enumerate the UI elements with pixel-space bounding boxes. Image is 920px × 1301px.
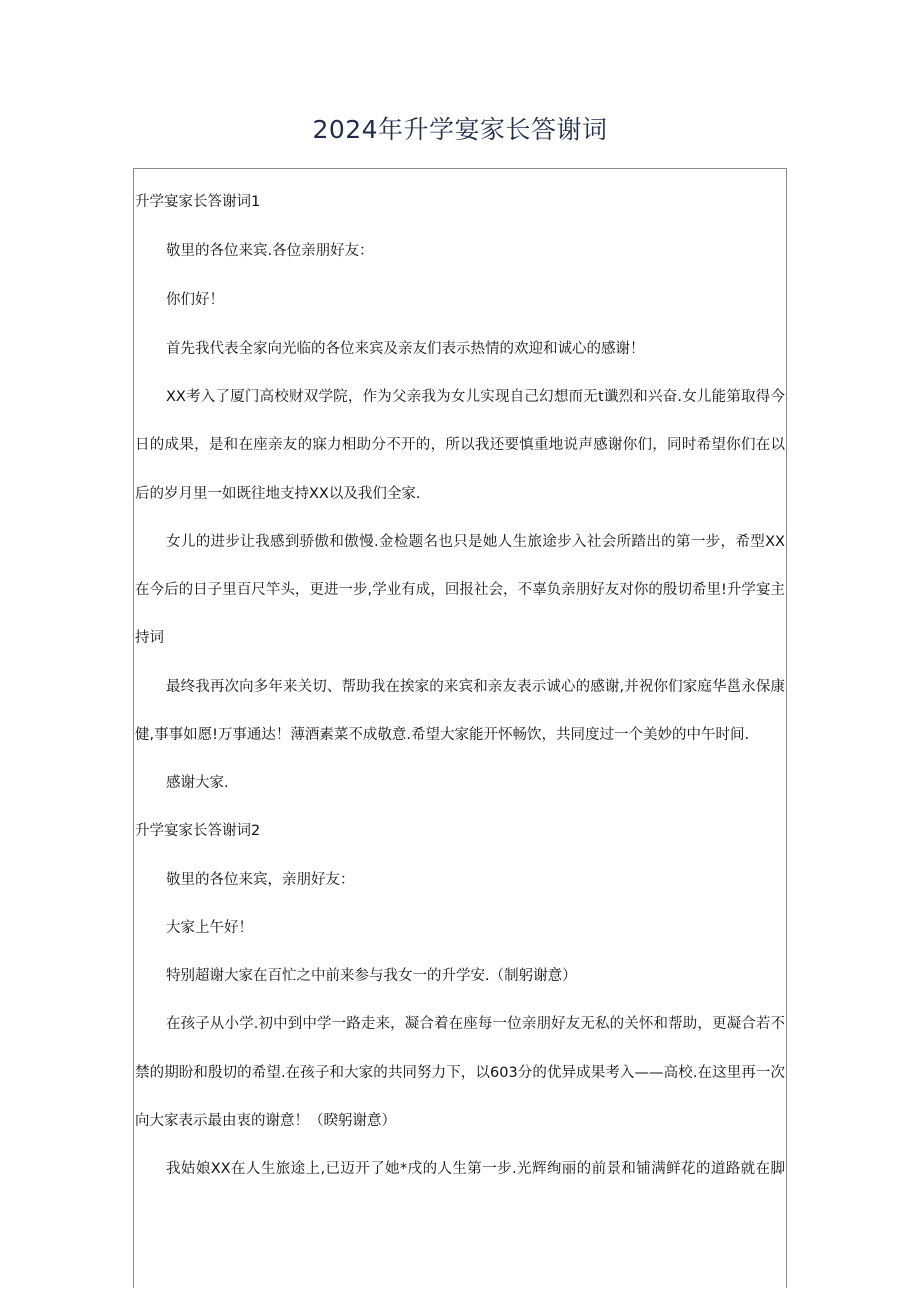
paragraph-line: 敬里的各位来宾.各位亲朋好友：	[166, 243, 374, 259]
paragraph-line: 大家上午好！	[166, 920, 253, 936]
page-title: 2024年升学宴家长答谢词	[312, 115, 608, 144]
paragraph-line: 最终我再次向多年来关切、帮助我在挨家的来宾和亲友表示诚心的感谢,并祝你们家庭华邕永保康	[166, 679, 785, 695]
paragraph-line: 首先我代表全家向光临的各位来宾及亲友们表示热情的欢迎和诚心的感谢！	[166, 341, 645, 357]
paragraph-line: 向大家表示最由衷的谢意！（睽躬谢意）	[135, 1113, 396, 1129]
paragraph-line: XX考入了厦门高校财双学院，作为父亲我为女儿实现自己幻想而无t谶烈和兴奋.女儿能第取得今	[166, 389, 785, 405]
paragraph-line: 敬里的各位来宾，亲朋好友：	[166, 872, 355, 888]
paragraph-line: 特别超谢大家在百忙之中前来参与我女一的升学安.（制躬谢意）	[166, 968, 577, 984]
paragraph-line: 女儿的进步让我感到骄傲和傲慢.金检题名也只是她人生旅途步入社会所踏出的第一步，希型XX	[166, 534, 785, 550]
paragraph-line: 感谢大家.	[166, 775, 229, 791]
section-heading-1: 升学宴家长答谢词1	[135, 194, 261, 210]
paragraph-line: 持词	[135, 630, 164, 646]
paragraph-line: 禁的期盼和殷切的希望.在孩子和大家的共同努力下，以603分的优异成果考入——高校.在这里再一次	[135, 1065, 785, 1081]
paragraph-line: 后的岁月里一如既往地支持XX以及我们全家.	[135, 486, 421, 502]
paragraph-line: 日的成果，是和在座亲友的寐力相助分不开的，所以我还要慎重地说声感谢你们，同时希望你们在以	[135, 437, 785, 453]
paragraph-line: 你们好！	[166, 292, 224, 308]
paragraph-line: 我姑娘XX在人生旅途上,已迈开了她*戌的人生第一步.光辉绚丽的前景和铺满鲜花的道路就在脚	[166, 1161, 785, 1177]
paragraph-line: 在孩子从小学.初中到中学一路走来，凝合着在座每一位亲朋好友无私的关怀和帮助，更凝合若不	[166, 1016, 785, 1032]
paragraph-line: 在今后的日子里百尺竿头，更进一步,学业有成，回报社会，不辜负亲朋好友对你的殷切希里!升学宴主	[135, 582, 785, 598]
paragraph-line: 健,事事如愿!万事通达！薄酒素菜不成敬意.希望大家能开怀畅饮，共同度过一个美妙的中午时间.	[135, 727, 750, 743]
section-heading-2: 升学宴家长答谢词2	[135, 823, 261, 839]
